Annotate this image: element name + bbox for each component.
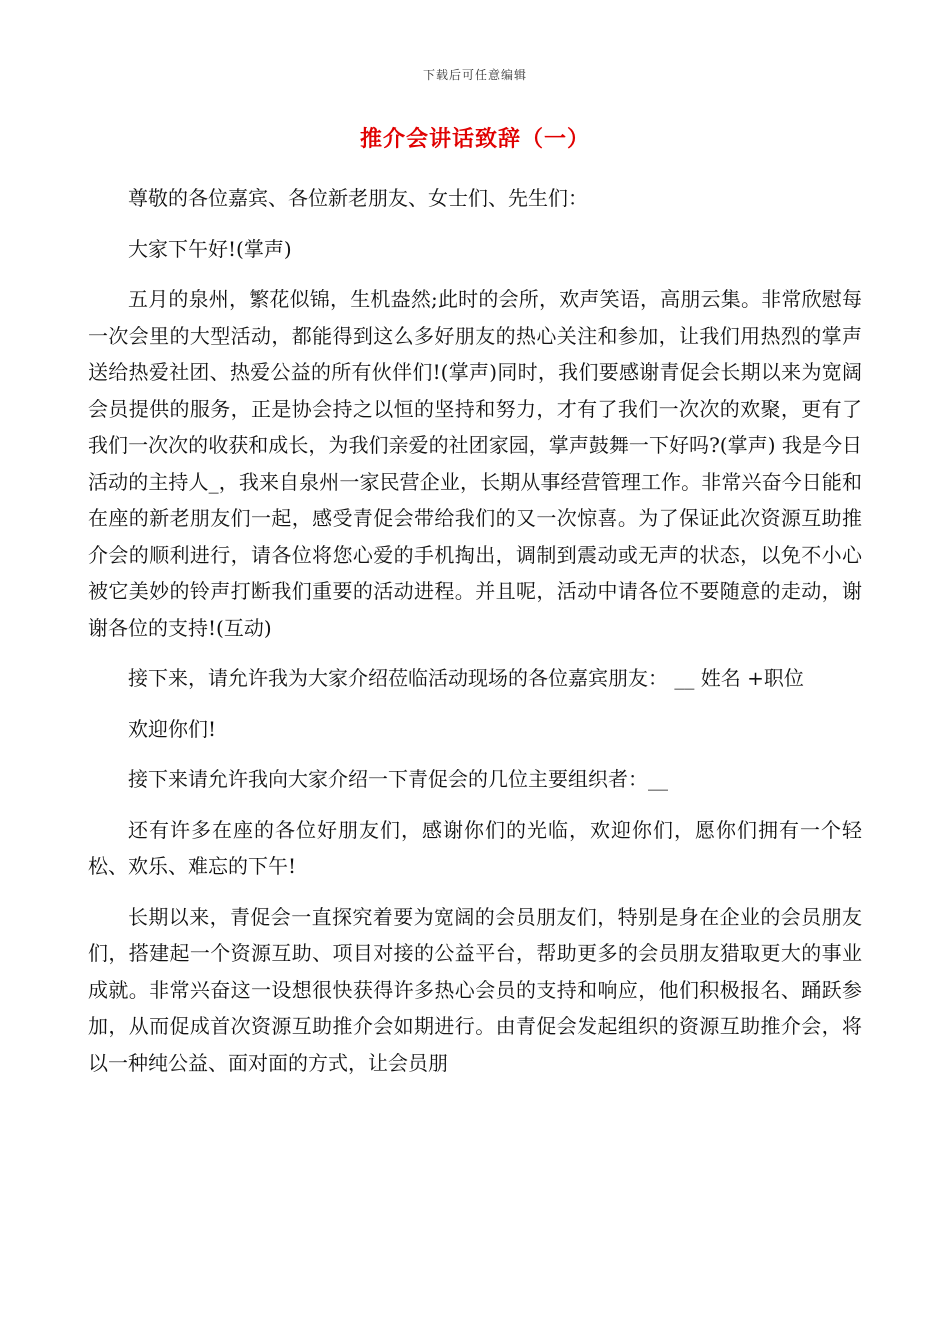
paragraph-greeting: 大家下午好!(掌声)	[128, 236, 292, 261]
paragraph-salutation: 尊敬的各位嘉宾、各位新老朋友、女士们、先生们：	[128, 186, 588, 210]
header-note: 下载后可任意编辑	[422, 68, 527, 82]
paragraph-opening: 五月的泉州，繁花似锦，生机盎然;此时的会所，欢声笑语，高朋云集。非常欣慰每一次会里的大型活动，都能得到这么多好朋友的热心关注和参加，让我们用热烈的掌声送给热爱社团、热爱公益的所有伙伴们!(掌声)同时，我们要感谢青促会长期以来为宽阔会员提供的服务，正是协会持之以恒的坚持和努力，才有了我们一次次的欢聚，更有了我们一次次的收获和成长，为我们亲爱的社团家园，掌声鼓舞一下好吗?(掌声) 我是今日活动的主持人_，我来自泉州一家民营企业，长期从事经营管理工作。非常兴奋今日能和在座的新老朋友们一起，感受青促会带给我们的又一次惊喜。为了保证此次资源互助推介会的顺利进行，请各位将您心爱的手机掏出，调制到震动或无声的状态，以免不小心被它美妙的铃声打断我们重要的活动进程。并且呢，活动中请各位不要随意的走动，谢谢各位的支持!(互动)	[88, 287, 862, 640]
paragraph-thanks: 还有许多在座的各位好朋友们，感谢你们的光临，欢迎你们，愿你们拥有一个轻松、欢乐、难忘的下午!	[88, 817, 862, 878]
paragraph-welcome: 欢迎你们!	[128, 716, 217, 741]
document-title: 推介会讲话致辞（一）	[359, 126, 590, 152]
paragraph-guest-intro: 接下来，请允许我为大家介绍莅临活动现场的各位嘉宾朋友： __ 姓名 +职位	[128, 666, 804, 690]
paragraph-organizers: 接下来请允许我向大家介绍一下青促会的几位主要组织者：__	[128, 767, 668, 791]
paragraph-background: 长期以来，青促会一直探究着要为宽阔的会员朋友们，特别是身在企业的会员朋友们，搭建起一个资源互助、项目对接的公益平台，帮助更多的会员朋友猎取更大的事业成就。非常兴奋这一设想很快获得许多热心会员的支持和响应，他们积极报名、踊跃参加，从而促成首次资源互助推介会如期进行。由青促会发起组织的资源互助推介会，将以一种纯公益、面对面的方式，让会员朋	[88, 904, 862, 1075]
document-body	[88, 180, 862, 1095]
